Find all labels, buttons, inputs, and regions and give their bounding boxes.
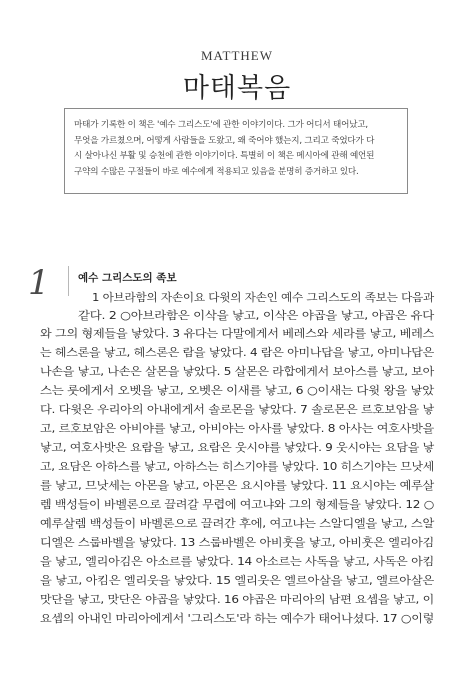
intro-line: 구약의 수많은 구절들이 바로 예수에게 적용되고 있음을 분명히 증거하고 있다. bbox=[74, 166, 359, 177]
text-line: 고, 르호보암은 아비야를 낳고, 아비야는 아사를 낳았다. 8 아사는 여호사밧을 bbox=[40, 422, 435, 435]
section-heading: 예수 그리스도의 족보 bbox=[78, 272, 177, 284]
text-line: 같다. 2 ○아브라함은 이삭을 낳고, 이삭은 야곱을 낳고, 야곱은 유다 bbox=[78, 309, 434, 322]
book-title: 마태복음 bbox=[182, 73, 292, 104]
text-line: 1 아브라함의 자손이요 다윗의 자손인 예수 그리스도의 족보는 다음과 bbox=[92, 291, 434, 304]
book-label: MATTHEW bbox=[201, 48, 273, 63]
text-line: 스는 룻에게서 오벳을 낳고, 오벳은 이새를 낳고, 6 ○이새는 다윗 왕을 낳았 bbox=[40, 384, 434, 397]
intro-line: 시 살아나신 부활 및 승천에 관한 이야기이다. 특별히 이 책은 메시아에 관해 예언된 bbox=[74, 151, 375, 162]
chapter-divider bbox=[68, 266, 69, 296]
text-line: 요셉의 아내인 마리아에게서 '그리스도'라 하는 예수가 태어나셨다. 17 ○이렇 bbox=[40, 612, 434, 625]
text-line: 을 낳고, 아킴은 엘리웃을 낳았다. 15 엘리웃은 엘르아살을 낳고, 엘르아살은 bbox=[40, 574, 434, 587]
text-line: 낳고, 여호사밧은 요람을 낳고, 요람은 웃시야를 낳았다. 9 웃시야는 요담을 낳 bbox=[40, 441, 434, 454]
chapter-number: 1 bbox=[28, 263, 50, 303]
intro-line: 마태가 기록한 이 책은 '예수 그리스도'에 관한 이야기이다. 그가 어디서 태어났고, bbox=[74, 120, 368, 130]
text-line: 고, 요담은 아하스를 낳고, 아하스는 히스기야를 낳았다. 10 히스기야는 므낫세 bbox=[40, 460, 435, 473]
intro-line: 무엇을 가르쳤으며, 어떻게 사람들을 도왔고, 왜 죽어야 했는지, 그리고 죽었다가 다 bbox=[74, 135, 375, 146]
intro-box bbox=[64, 108, 408, 194]
text-line: 디엘은 스룹바벨을 낳았다. 13 스룹바벨은 아비훗을 낳고, 아비훗은 엘리아김 bbox=[40, 536, 434, 549]
text-line: 는 헤스론을 낳고, 헤스론은 람을 낳았다. 4 람은 아미나답을 낳고, 아미나답은 bbox=[40, 346, 434, 359]
text-line: 맛단을 낳고, 맛단은 야곱을 낳았다. 16 야곱은 마리아의 남편 요셉을 낳고, 이 bbox=[40, 593, 434, 606]
text-line: 와 그의 형제들을 낳았다. 3 유다는 다말에게서 베레스와 세라를 낳고, 베레스 bbox=[40, 327, 435, 340]
text-line: 예루살렘 백성들이 바벨론으로 끌려간 후에, 여고냐는 스알디엘을 낳고, 스알 bbox=[40, 517, 434, 530]
text-line: 다. 다윗은 우리아의 아내에게서 솔로몬을 낳았다. 7 솔로몬은 르호보암을 낳 bbox=[40, 403, 435, 416]
text-line: 나손을 낳고, 나손은 살몬을 낳았다. 5 살몬은 라합에게서 보아스를 낳고, 보아 bbox=[40, 365, 434, 378]
text-line: 를 낳고, 므낫세는 아몬을 낳고, 아몬은 요시야를 낳았다. 11 요시야는 예루살 bbox=[40, 479, 434, 492]
text-line: 렘 백성들이 바벨론으로 끌려갈 무렵에 여고냐와 그의 형제들을 낳았다. 12 ○ bbox=[40, 498, 435, 511]
text-line: 을 낳고, 엘리아김은 아소르를 낳았다. 14 아소르는 사독을 낳고, 사독은 아킴 bbox=[40, 555, 434, 568]
